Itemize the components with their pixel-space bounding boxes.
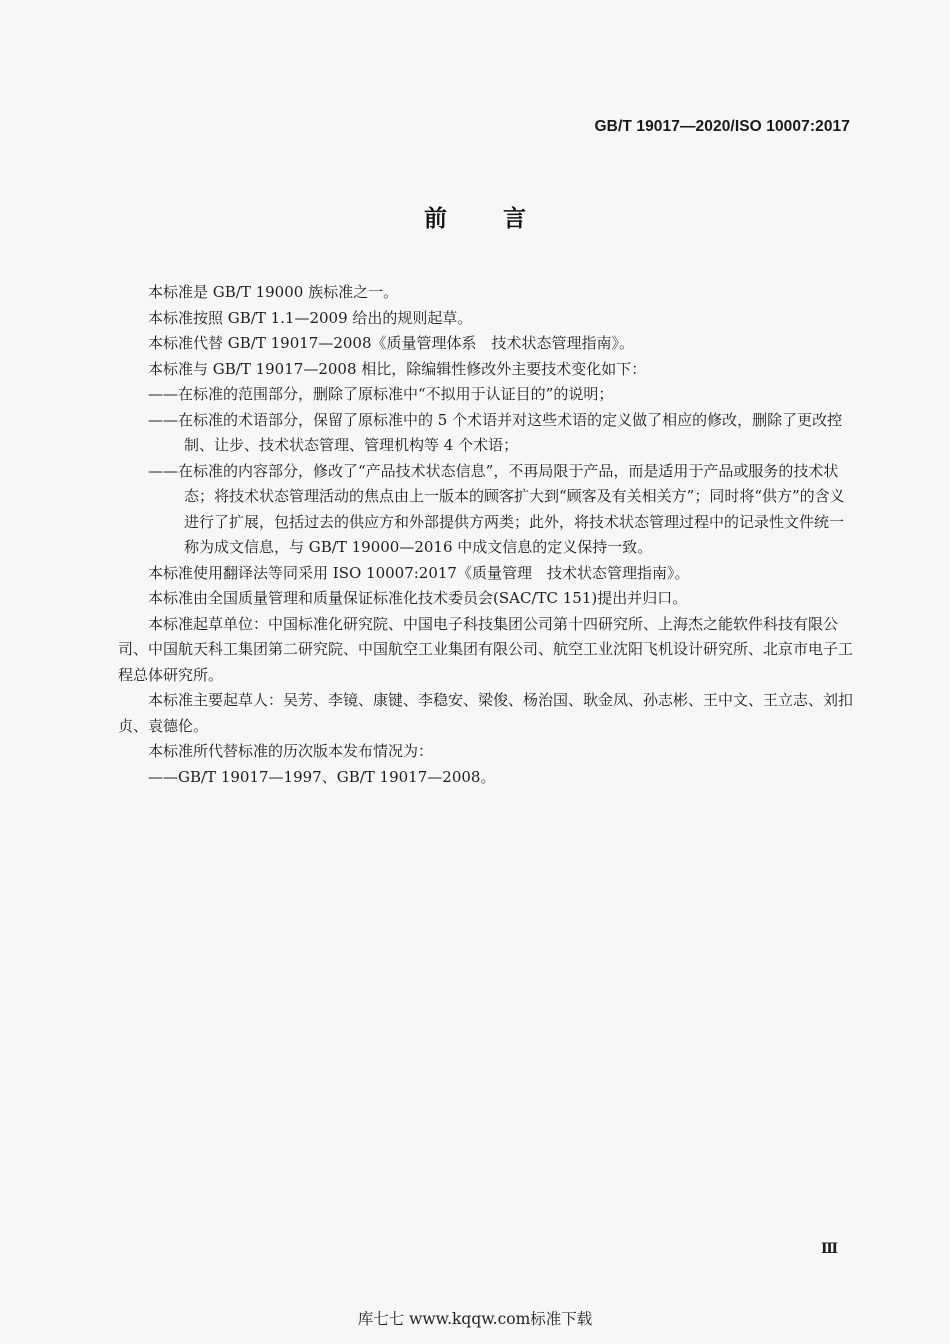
history-item: ——GB/T 19017—1997、GB/T 19017—2008。 [148,767,496,786]
paragraph: 本标准代替 GB/T 19017—2008《质量管理体系 技术状态管理指南》。 [148,334,634,352]
change-item: ——在标准的术语部分，保留了原标准中的 5 个术语并对这些术语的定义做了相应的修改，删除了更改控制、让步、技术状态管理、管理机构等 4 个术语； [148,410,843,454]
paragraph: 本标准是 GB/T 19000 族标准之一。 [148,283,399,301]
paragraph: 本标准主要起草人：吴芳、李镜、康键、李稳安、梁俊、杨治国、耿金凤、孙志彬、王中文、王立志、刘扣贞、袁德伦。 [118,691,854,735]
paragraph: 本标准所代替标准的历次版本发布情况为： [148,742,434,760]
change-item: ——在标准的范围部分，删除了原标准中“不拟用于认证目的”的说明； [148,385,614,403]
paragraph: 本标准由全国质量管理和质量保证标准化技术委员会(SAC/TC 151)提出并归口。 [148,589,688,607]
paragraph: 本标准起草单位：中国标准化研究院、中国电子科技集团公司第十四研究所、上海杰之能软件科技有限公司、中国航天科工集团第二研究院、中国航空工业集团有限公司、航空工业沈阳飞机设计研究所、北京市电子工程总体研究所。 [118,614,854,684]
page-number: Ⅲ [820,1241,838,1257]
paragraph: 本标准按照 GB/T 1.1—2009 给出的规则起草。 [148,308,473,327]
paragraph: 本标准与 GB/T 19017—2008 相比，除编辑性修改外主要技术变化如下： [148,359,647,378]
standard-code: GB/T 19017—2020/ISO 10007:2017 [594,118,850,135]
footer-source: 库七七 www.kqqw.com标准下载 [357,1310,593,1328]
change-item: ——在标准的内容部分，修改了“产品技术状态信息”，不再局限于产品，而是适用于产品或服务的技术状态；将技术状态管理活动的焦点由上一版本的顾客扩大到“顾客及有关相关方”；同时将“供方”的含义进行了扩展，包括过去的供应方和外部提供方两类；此外，将技术状态管理过程中的记录性文件统一称为成文信息，与 GB/T 19000—2016 中成文信息的定义保持一致。 [148,461,845,556]
page-title: 前言 [424,206,582,232]
paragraph: 本标准使用翻译法等同采用 ISO 10007:2017《质量管理 技术状态管理指南》。 [148,563,690,582]
document-body [118,280,853,790]
